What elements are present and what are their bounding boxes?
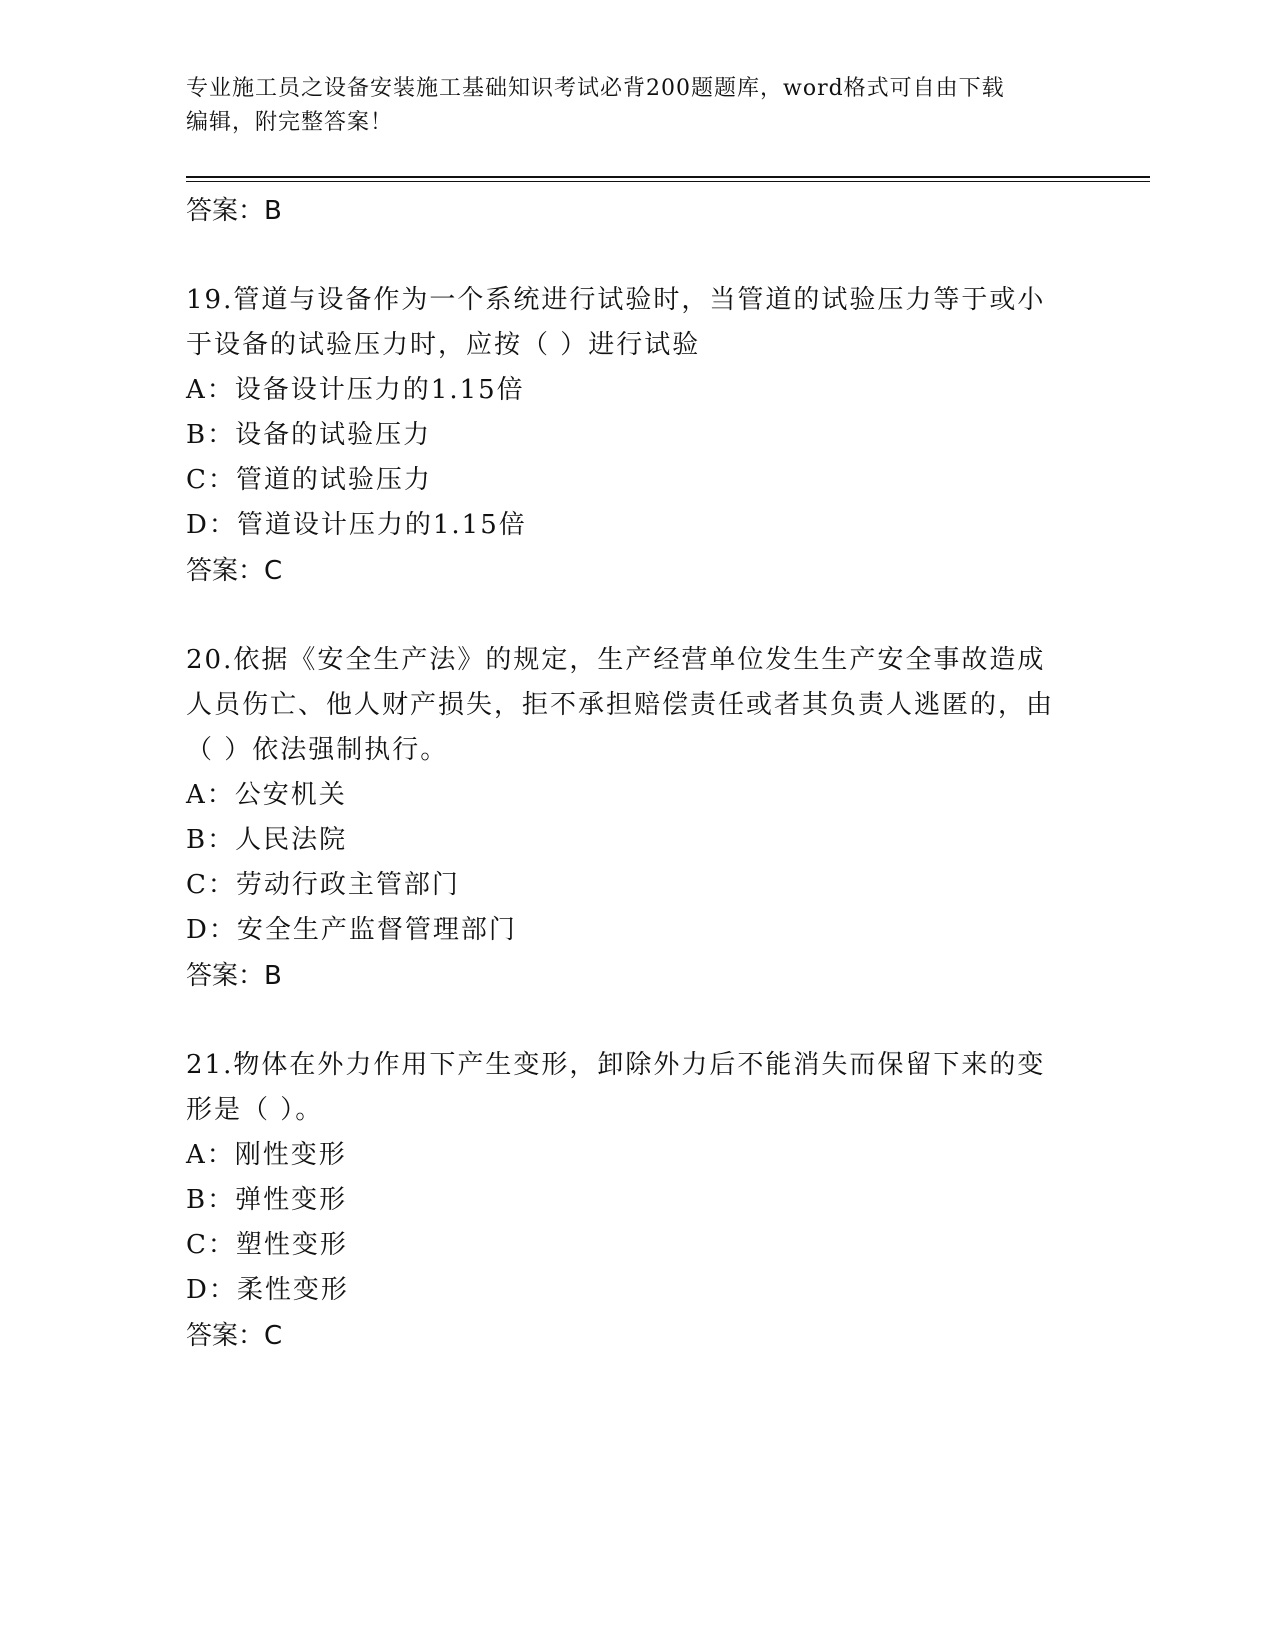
question-text: 20.依据《安全生产法》的规定，生产经营单位发生生产安全事故造成人员伤亡、他人财产损失，拒不承担赔偿责任或者其负责人逃匿的，由（ ）依法强制执行。 [186, 645, 1055, 765]
option-d: D：管道设计压力的1.15倍 [186, 510, 527, 540]
page-header [186, 72, 1066, 140]
option-d: D：安全生产监督管理部门 [186, 915, 517, 945]
option-c: C：劳动行政主管部门 [186, 870, 460, 900]
option-c: C：塑性变形 [186, 1230, 348, 1260]
option-a: A：设备设计压力的1.15倍 [186, 375, 525, 405]
option-c: C：管道的试验压力 [186, 465, 432, 495]
option-b: B：弹性变形 [186, 1185, 348, 1215]
question-19 [186, 278, 1086, 594]
question-20 [186, 638, 1086, 999]
option-a: A：刚性变形 [186, 1140, 347, 1170]
header-line-1: 专业施工员之设备安装施工基础知识考试必背200题题库，word格式可自由下载 [186, 76, 1005, 101]
question-text: 19.管道与设备作为一个系统进行试验时，当管道的试验压力等于或小于设备的试验压力时，应按（ ）进行试验 [186, 285, 1046, 360]
answer: 答案：C [186, 1321, 283, 1351]
answer: 答案：C [186, 556, 283, 586]
answer-previous: 答案：B [186, 196, 282, 226]
option-a: A：公安机关 [186, 780, 347, 810]
answer: 答案：B [186, 961, 282, 991]
option-b: B：设备的试验压力 [186, 420, 432, 450]
option-d: D：柔性变形 [186, 1275, 349, 1305]
question-list [186, 188, 1086, 1359]
option-b: B：人民法院 [186, 825, 348, 855]
question-21 [186, 1043, 1086, 1359]
header-divider-thin [186, 181, 1150, 182]
header-line-2: 编辑，附完整答案！ [186, 110, 394, 135]
header-divider [186, 176, 1150, 178]
question-text: 21.物体在外力作用下产生变形，卸除外力后不能消失而保留下来的变形是（ ）。 [186, 1050, 1046, 1125]
